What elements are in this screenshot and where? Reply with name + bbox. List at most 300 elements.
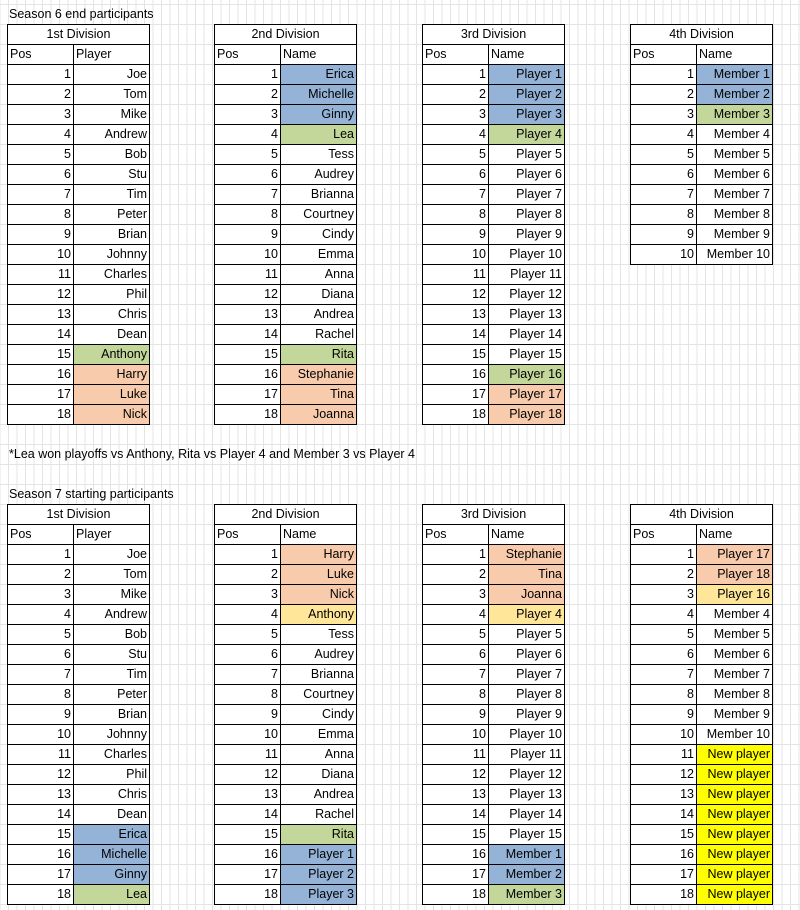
- position-cell[interactable]: 4: [215, 605, 281, 625]
- name-header[interactable]: Name: [697, 45, 773, 65]
- position-cell[interactable]: 11: [215, 745, 281, 765]
- participant-cell[interactable]: Player 14: [489, 805, 565, 825]
- position-cell[interactable]: 11: [631, 745, 697, 765]
- participant-cell[interactable]: Player 10: [489, 725, 565, 745]
- pos-header[interactable]: Pos: [631, 525, 697, 545]
- pos-header[interactable]: Pos: [423, 525, 489, 545]
- position-cell[interactable]: 16: [423, 365, 489, 385]
- position-cell[interactable]: 6: [8, 645, 74, 665]
- position-cell[interactable]: 17: [215, 865, 281, 885]
- position-cell[interactable]: 5: [423, 145, 489, 165]
- participant-cell[interactable]: Member 4: [697, 605, 773, 625]
- pos-header[interactable]: Pos: [631, 45, 697, 65]
- participant-cell[interactable]: Player 2: [281, 865, 357, 885]
- pos-header[interactable]: Pos: [8, 525, 74, 545]
- participant-cell[interactable]: Chris: [74, 785, 150, 805]
- position-cell[interactable]: 2: [8, 565, 74, 585]
- participant-cell[interactable]: Tom: [74, 85, 150, 105]
- position-cell[interactable]: 4: [423, 605, 489, 625]
- participant-cell[interactable]: Player 3: [281, 885, 357, 905]
- position-cell[interactable]: 4: [631, 125, 697, 145]
- position-cell[interactable]: 11: [215, 265, 281, 285]
- participant-cell[interactable]: Player 15: [489, 825, 565, 845]
- participant-cell[interactable]: Player 18: [697, 565, 773, 585]
- position-cell[interactable]: 18: [8, 885, 74, 905]
- participant-cell[interactable]: Tess: [281, 625, 357, 645]
- participant-cell[interactable]: Peter: [74, 205, 150, 225]
- participant-cell[interactable]: Player 4: [489, 605, 565, 625]
- position-cell[interactable]: 3: [215, 105, 281, 125]
- position-cell[interactable]: 12: [8, 765, 74, 785]
- participant-cell[interactable]: Player 1: [281, 845, 357, 865]
- participant-cell[interactable]: Member 7: [697, 185, 773, 205]
- participant-cell[interactable]: New player: [697, 785, 773, 805]
- participant-cell[interactable]: Peter: [74, 685, 150, 705]
- participant-cell[interactable]: Emma: [281, 725, 357, 745]
- participant-cell[interactable]: Brianna: [281, 185, 357, 205]
- position-cell[interactable]: 8: [215, 685, 281, 705]
- participant-cell[interactable]: New player: [697, 885, 773, 905]
- participant-cell[interactable]: Phil: [74, 765, 150, 785]
- participant-cell[interactable]: Diana: [281, 285, 357, 305]
- position-cell[interactable]: 10: [423, 725, 489, 745]
- position-cell[interactable]: 12: [423, 285, 489, 305]
- position-cell[interactable]: 15: [215, 345, 281, 365]
- position-cell[interactable]: 2: [215, 565, 281, 585]
- participant-cell[interactable]: Player 7: [489, 185, 565, 205]
- participant-cell[interactable]: Player 3: [489, 105, 565, 125]
- position-cell[interactable]: 1: [631, 545, 697, 565]
- position-cell[interactable]: 13: [8, 305, 74, 325]
- position-cell[interactable]: 12: [215, 765, 281, 785]
- participant-cell[interactable]: Tim: [74, 185, 150, 205]
- participant-cell[interactable]: Joe: [74, 545, 150, 565]
- position-cell[interactable]: 13: [423, 785, 489, 805]
- position-cell[interactable]: 6: [631, 645, 697, 665]
- position-cell[interactable]: 7: [8, 185, 74, 205]
- position-cell[interactable]: 2: [423, 565, 489, 585]
- participant-cell[interactable]: Player 17: [489, 385, 565, 405]
- position-cell[interactable]: 17: [8, 865, 74, 885]
- participant-cell[interactable]: Luke: [281, 565, 357, 585]
- participant-cell[interactable]: Chris: [74, 305, 150, 325]
- participant-cell[interactable]: Player 12: [489, 285, 565, 305]
- position-cell[interactable]: 1: [215, 65, 281, 85]
- participant-cell[interactable]: Courtney: [281, 205, 357, 225]
- participant-cell[interactable]: Brianna: [281, 665, 357, 685]
- participant-cell[interactable]: Mike: [74, 585, 150, 605]
- participant-cell[interactable]: Stephanie: [489, 545, 565, 565]
- position-cell[interactable]: 11: [8, 745, 74, 765]
- participant-cell[interactable]: New player: [697, 745, 773, 765]
- participant-cell[interactable]: Audrey: [281, 165, 357, 185]
- position-cell[interactable]: 1: [215, 545, 281, 565]
- table-row: [215, 225, 357, 245]
- participant-cell[interactable]: Player 14: [489, 325, 565, 345]
- participant-cell[interactable]: Member 10: [697, 725, 773, 745]
- position-cell[interactable]: 15: [423, 345, 489, 365]
- position-cell[interactable]: 13: [215, 785, 281, 805]
- position-cell[interactable]: 10: [8, 725, 74, 745]
- participant-cell[interactable]: Cindy: [281, 225, 357, 245]
- participant-cell[interactable]: Brian: [74, 225, 150, 245]
- position-cell[interactable]: 6: [8, 165, 74, 185]
- participant-cell[interactable]: Player 13: [489, 785, 565, 805]
- position-cell[interactable]: 16: [8, 845, 74, 865]
- position-cell[interactable]: 18: [215, 405, 281, 425]
- table-row: [215, 305, 357, 325]
- division-title[interactable]: 3rd Division: [423, 25, 565, 45]
- participant-cell[interactable]: Member 9: [697, 705, 773, 725]
- position-cell[interactable]: 11: [423, 745, 489, 765]
- position-cell[interactable]: 7: [8, 665, 74, 685]
- participant-cell[interactable]: Nick: [281, 585, 357, 605]
- participant-cell[interactable]: Michelle: [74, 845, 150, 865]
- position-cell[interactable]: 6: [423, 645, 489, 665]
- participant-cell[interactable]: Member 6: [697, 645, 773, 665]
- participant-cell[interactable]: Player 11: [489, 265, 565, 285]
- position-cell[interactable]: 5: [8, 145, 74, 165]
- participant-cell[interactable]: Rita: [281, 345, 357, 365]
- position-cell[interactable]: 8: [8, 205, 74, 225]
- division-title[interactable]: 2nd Division: [215, 505, 357, 525]
- participant-cell[interactable]: Dean: [74, 325, 150, 345]
- position-cell[interactable]: 7: [423, 665, 489, 685]
- position-cell[interactable]: 10: [215, 725, 281, 745]
- participant-cell[interactable]: Player 4: [489, 125, 565, 145]
- participant-cell[interactable]: New player: [697, 805, 773, 825]
- position-cell[interactable]: 5: [631, 625, 697, 645]
- participant-cell[interactable]: Player 5: [489, 625, 565, 645]
- position-cell[interactable]: 18: [423, 885, 489, 905]
- position-cell[interactable]: 14: [8, 805, 74, 825]
- participant-cell[interactable]: Anthony: [74, 345, 150, 365]
- position-cell[interactable]: 17: [8, 385, 74, 405]
- position-cell[interactable]: 10: [631, 245, 697, 265]
- participant-cell[interactable]: Player 16: [489, 365, 565, 385]
- participant-cell[interactable]: Player 13: [489, 305, 565, 325]
- participant-cell[interactable]: Emma: [281, 245, 357, 265]
- participant-cell[interactable]: New player: [697, 845, 773, 865]
- participant-cell[interactable]: Brian: [74, 705, 150, 725]
- position-cell[interactable]: 2: [631, 565, 697, 585]
- position-cell[interactable]: 8: [631, 205, 697, 225]
- position-cell[interactable]: 5: [8, 625, 74, 645]
- participant-cell[interactable]: Player 1: [489, 65, 565, 85]
- position-cell[interactable]: 6: [215, 165, 281, 185]
- participant-cell[interactable]: Bob: [74, 145, 150, 165]
- participant-cell[interactable]: Ginny: [281, 105, 357, 125]
- pos-header[interactable]: Pos: [215, 45, 281, 65]
- position-cell[interactable]: 12: [8, 285, 74, 305]
- participant-cell[interactable]: Diana: [281, 765, 357, 785]
- position-cell[interactable]: 5: [631, 145, 697, 165]
- position-cell[interactable]: 15: [631, 825, 697, 845]
- participant-cell[interactable]: Member 4: [697, 125, 773, 145]
- participant-cell[interactable]: Bob: [74, 625, 150, 645]
- division-title[interactable]: 1st Division: [8, 505, 150, 525]
- participant-cell[interactable]: Cindy: [281, 705, 357, 725]
- participant-cell[interactable]: Player 8: [489, 205, 565, 225]
- position-cell[interactable]: 9: [8, 225, 74, 245]
- position-cell[interactable]: 2: [215, 85, 281, 105]
- position-cell[interactable]: 9: [215, 705, 281, 725]
- participant-cell[interactable]: Player 9: [489, 225, 565, 245]
- name-header[interactable]: Player: [74, 525, 150, 545]
- participant-cell[interactable]: Player 17: [697, 545, 773, 565]
- position-cell[interactable]: 13: [215, 305, 281, 325]
- position-cell[interactable]: 8: [631, 685, 697, 705]
- participant-cell[interactable]: Charles: [74, 745, 150, 765]
- participant-cell[interactable]: Luke: [74, 385, 150, 405]
- position-cell[interactable]: 18: [423, 405, 489, 425]
- position-cell[interactable]: 3: [215, 585, 281, 605]
- position-cell[interactable]: 15: [215, 825, 281, 845]
- position-cell[interactable]: 9: [631, 705, 697, 725]
- participant-cell[interactable]: Tina: [489, 565, 565, 585]
- participant-cell[interactable]: Andrea: [281, 785, 357, 805]
- participant-cell[interactable]: Player 10: [489, 245, 565, 265]
- participant-cell[interactable]: New player: [697, 865, 773, 885]
- participant-cell[interactable]: Andrea: [281, 305, 357, 325]
- participant-cell[interactable]: Mike: [74, 105, 150, 125]
- position-cell[interactable]: 16: [8, 365, 74, 385]
- pos-header[interactable]: Pos: [8, 45, 74, 65]
- participant-cell[interactable]: Member 8: [697, 205, 773, 225]
- participant-cell[interactable]: Johnny: [74, 725, 150, 745]
- participant-cell[interactable]: Member 3: [489, 885, 565, 905]
- position-cell[interactable]: 3: [631, 105, 697, 125]
- position-cell[interactable]: 5: [215, 145, 281, 165]
- participant-cell[interactable]: Nick: [74, 405, 150, 425]
- participant-cell[interactable]: Player 7: [489, 665, 565, 685]
- position-cell[interactable]: 8: [215, 205, 281, 225]
- position-cell[interactable]: 15: [8, 825, 74, 845]
- position-cell[interactable]: 1: [423, 65, 489, 85]
- participant-cell[interactable]: Member 8: [697, 685, 773, 705]
- position-cell[interactable]: 11: [8, 265, 74, 285]
- position-cell[interactable]: 2: [631, 85, 697, 105]
- position-cell[interactable]: 16: [215, 365, 281, 385]
- position-cell[interactable]: 15: [8, 345, 74, 365]
- position-cell[interactable]: 9: [215, 225, 281, 245]
- participant-cell[interactable]: Member 3: [697, 105, 773, 125]
- participant-cell[interactable]: Tim: [74, 665, 150, 685]
- participant-cell[interactable]: Member 1: [697, 65, 773, 85]
- division-table: [7, 24, 150, 425]
- position-cell[interactable]: 14: [215, 325, 281, 345]
- position-cell[interactable]: 8: [8, 685, 74, 705]
- participant-cell[interactable]: Audrey: [281, 645, 357, 665]
- participant-cell[interactable]: New player: [697, 765, 773, 785]
- position-cell[interactable]: 6: [631, 165, 697, 185]
- participant-cell[interactable]: Member 5: [697, 625, 773, 645]
- participant-cell[interactable]: Member 6: [697, 165, 773, 185]
- participant-cell[interactable]: Dean: [74, 805, 150, 825]
- position-cell[interactable]: 10: [631, 725, 697, 745]
- participant-cell[interactable]: Stu: [74, 645, 150, 665]
- participant-cell[interactable]: Joe: [74, 65, 150, 85]
- position-cell[interactable]: 18: [215, 885, 281, 905]
- participant-cell[interactable]: Member 7: [697, 665, 773, 685]
- position-cell[interactable]: 12: [631, 765, 697, 785]
- participant-cell[interactable]: Player 9: [489, 705, 565, 725]
- participant-cell[interactable]: Rachel: [281, 805, 357, 825]
- participant-cell[interactable]: Player 6: [489, 165, 565, 185]
- position-cell[interactable]: 16: [631, 845, 697, 865]
- position-cell[interactable]: 10: [215, 245, 281, 265]
- name-header[interactable]: Name: [697, 525, 773, 545]
- participant-cell[interactable]: Erica: [74, 825, 150, 845]
- participant-cell[interactable]: Rita: [281, 825, 357, 845]
- participant-cell[interactable]: Player 2: [489, 85, 565, 105]
- participant-cell[interactable]: Ginny: [74, 865, 150, 885]
- position-cell[interactable]: 1: [8, 65, 74, 85]
- position-cell[interactable]: 8: [423, 685, 489, 705]
- division-title[interactable]: 2nd Division: [215, 25, 357, 45]
- participant-cell[interactable]: Phil: [74, 285, 150, 305]
- position-cell[interactable]: 17: [631, 865, 697, 885]
- participant-cell[interactable]: Player 6: [489, 645, 565, 665]
- position-cell[interactable]: 7: [631, 185, 697, 205]
- position-cell[interactable]: 3: [423, 105, 489, 125]
- position-cell[interactable]: 16: [215, 845, 281, 865]
- participant-cell[interactable]: Tina: [281, 385, 357, 405]
- position-cell[interactable]: 9: [423, 225, 489, 245]
- participant-cell[interactable]: Andrew: [74, 125, 150, 145]
- participant-cell[interactable]: Lea: [74, 885, 150, 905]
- position-cell[interactable]: 3: [423, 585, 489, 605]
- participant-cell[interactable]: Member 5: [697, 145, 773, 165]
- position-cell[interactable]: 3: [8, 105, 74, 125]
- participant-cell[interactable]: Courtney: [281, 685, 357, 705]
- position-cell[interactable]: 7: [215, 665, 281, 685]
- position-cell[interactable]: 13: [631, 785, 697, 805]
- participant-cell[interactable]: Player 15: [489, 345, 565, 365]
- position-cell[interactable]: 4: [215, 125, 281, 145]
- position-cell[interactable]: 3: [631, 585, 697, 605]
- position-cell[interactable]: 15: [423, 825, 489, 845]
- participant-cell[interactable]: Member 10: [697, 245, 773, 265]
- participant-cell[interactable]: Member 9: [697, 225, 773, 245]
- participant-cell[interactable]: Charles: [74, 265, 150, 285]
- participant-cell[interactable]: Lea: [281, 125, 357, 145]
- pos-header[interactable]: Pos: [423, 45, 489, 65]
- position-cell[interactable]: 14: [8, 325, 74, 345]
- participant-cell[interactable]: Tess: [281, 145, 357, 165]
- division-title[interactable]: 4th Division: [631, 505, 773, 525]
- position-cell[interactable]: 17: [423, 385, 489, 405]
- position-cell[interactable]: 12: [423, 765, 489, 785]
- participant-cell[interactable]: Johnny: [74, 245, 150, 265]
- participant-cell[interactable]: Harry: [281, 545, 357, 565]
- participant-cell[interactable]: Stu: [74, 165, 150, 185]
- position-cell[interactable]: 9: [631, 225, 697, 245]
- name-header[interactable]: Name: [281, 525, 357, 545]
- position-cell[interactable]: 7: [423, 185, 489, 205]
- division-title[interactable]: 3rd Division: [423, 505, 565, 525]
- participant-cell[interactable]: Michelle: [281, 85, 357, 105]
- participant-cell[interactable]: New player: [697, 825, 773, 845]
- position-cell[interactable]: 16: [423, 845, 489, 865]
- participant-cell[interactable]: Stephanie: [281, 365, 357, 385]
- position-cell[interactable]: 10: [8, 245, 74, 265]
- table-row: [8, 125, 150, 145]
- position-cell[interactable]: 2: [423, 85, 489, 105]
- participant-cell[interactable]: Member 2: [489, 865, 565, 885]
- position-cell[interactable]: 13: [423, 305, 489, 325]
- position-cell[interactable]: 17: [215, 385, 281, 405]
- participant-cell[interactable]: Anna: [281, 745, 357, 765]
- position-cell[interactable]: 4: [8, 125, 74, 145]
- position-cell[interactable]: 4: [8, 605, 74, 625]
- name-header[interactable]: Name: [489, 45, 565, 65]
- position-cell[interactable]: 9: [423, 705, 489, 725]
- position-cell[interactable]: 1: [423, 545, 489, 565]
- position-cell[interactable]: 8: [423, 205, 489, 225]
- name-header[interactable]: Name: [281, 45, 357, 65]
- name-header[interactable]: Name: [489, 525, 565, 545]
- position-cell[interactable]: 7: [631, 665, 697, 685]
- participant-cell[interactable]: Anthony: [281, 605, 357, 625]
- participant-cell[interactable]: Member 1: [489, 845, 565, 865]
- position-cell[interactable]: 7: [215, 185, 281, 205]
- participant-cell[interactable]: Joanna: [489, 585, 565, 605]
- participant-cell[interactable]: Player 11: [489, 745, 565, 765]
- position-cell[interactable]: 3: [8, 585, 74, 605]
- participant-cell[interactable]: Joanna: [281, 405, 357, 425]
- participant-cell[interactable]: Player 8: [489, 685, 565, 705]
- position-cell[interactable]: 6: [215, 645, 281, 665]
- position-cell[interactable]: 14: [423, 325, 489, 345]
- position-cell[interactable]: 6: [423, 165, 489, 185]
- participant-cell[interactable]: Player 18: [489, 405, 565, 425]
- position-cell[interactable]: 1: [631, 65, 697, 85]
- position-cell[interactable]: 12: [215, 285, 281, 305]
- position-cell[interactable]: 5: [215, 625, 281, 645]
- position-cell[interactable]: 10: [423, 245, 489, 265]
- position-cell[interactable]: 17: [423, 865, 489, 885]
- participant-cell[interactable]: Harry: [74, 365, 150, 385]
- division-title[interactable]: 4th Division: [631, 25, 773, 45]
- position-cell[interactable]: 14: [631, 805, 697, 825]
- position-cell[interactable]: 1: [8, 545, 74, 565]
- participant-cell[interactable]: Tom: [74, 565, 150, 585]
- position-cell[interactable]: 13: [8, 785, 74, 805]
- position-cell[interactable]: 11: [423, 265, 489, 285]
- division-title[interactable]: 1st Division: [8, 25, 150, 45]
- position-cell[interactable]: 4: [631, 605, 697, 625]
- pos-header[interactable]: Pos: [215, 525, 281, 545]
- participant-cell[interactable]: Member 2: [697, 85, 773, 105]
- position-cell[interactable]: 18: [8, 405, 74, 425]
- name-header[interactable]: Player: [74, 45, 150, 65]
- participant-cell[interactable]: Anna: [281, 265, 357, 285]
- position-cell[interactable]: 9: [8, 705, 74, 725]
- participant-cell[interactable]: Andrew: [74, 605, 150, 625]
- participant-cell[interactable]: Erica: [281, 65, 357, 85]
- participant-cell[interactable]: Player 12: [489, 765, 565, 785]
- position-cell[interactable]: 2: [8, 85, 74, 105]
- position-cell[interactable]: 14: [423, 805, 489, 825]
- position-cell[interactable]: 18: [631, 885, 697, 905]
- position-cell[interactable]: 4: [423, 125, 489, 145]
- participant-cell[interactable]: Player 5: [489, 145, 565, 165]
- participant-cell[interactable]: Player 16: [697, 585, 773, 605]
- position-cell[interactable]: 5: [423, 625, 489, 645]
- position-cell[interactable]: 14: [215, 805, 281, 825]
- participant-cell[interactable]: Rachel: [281, 325, 357, 345]
